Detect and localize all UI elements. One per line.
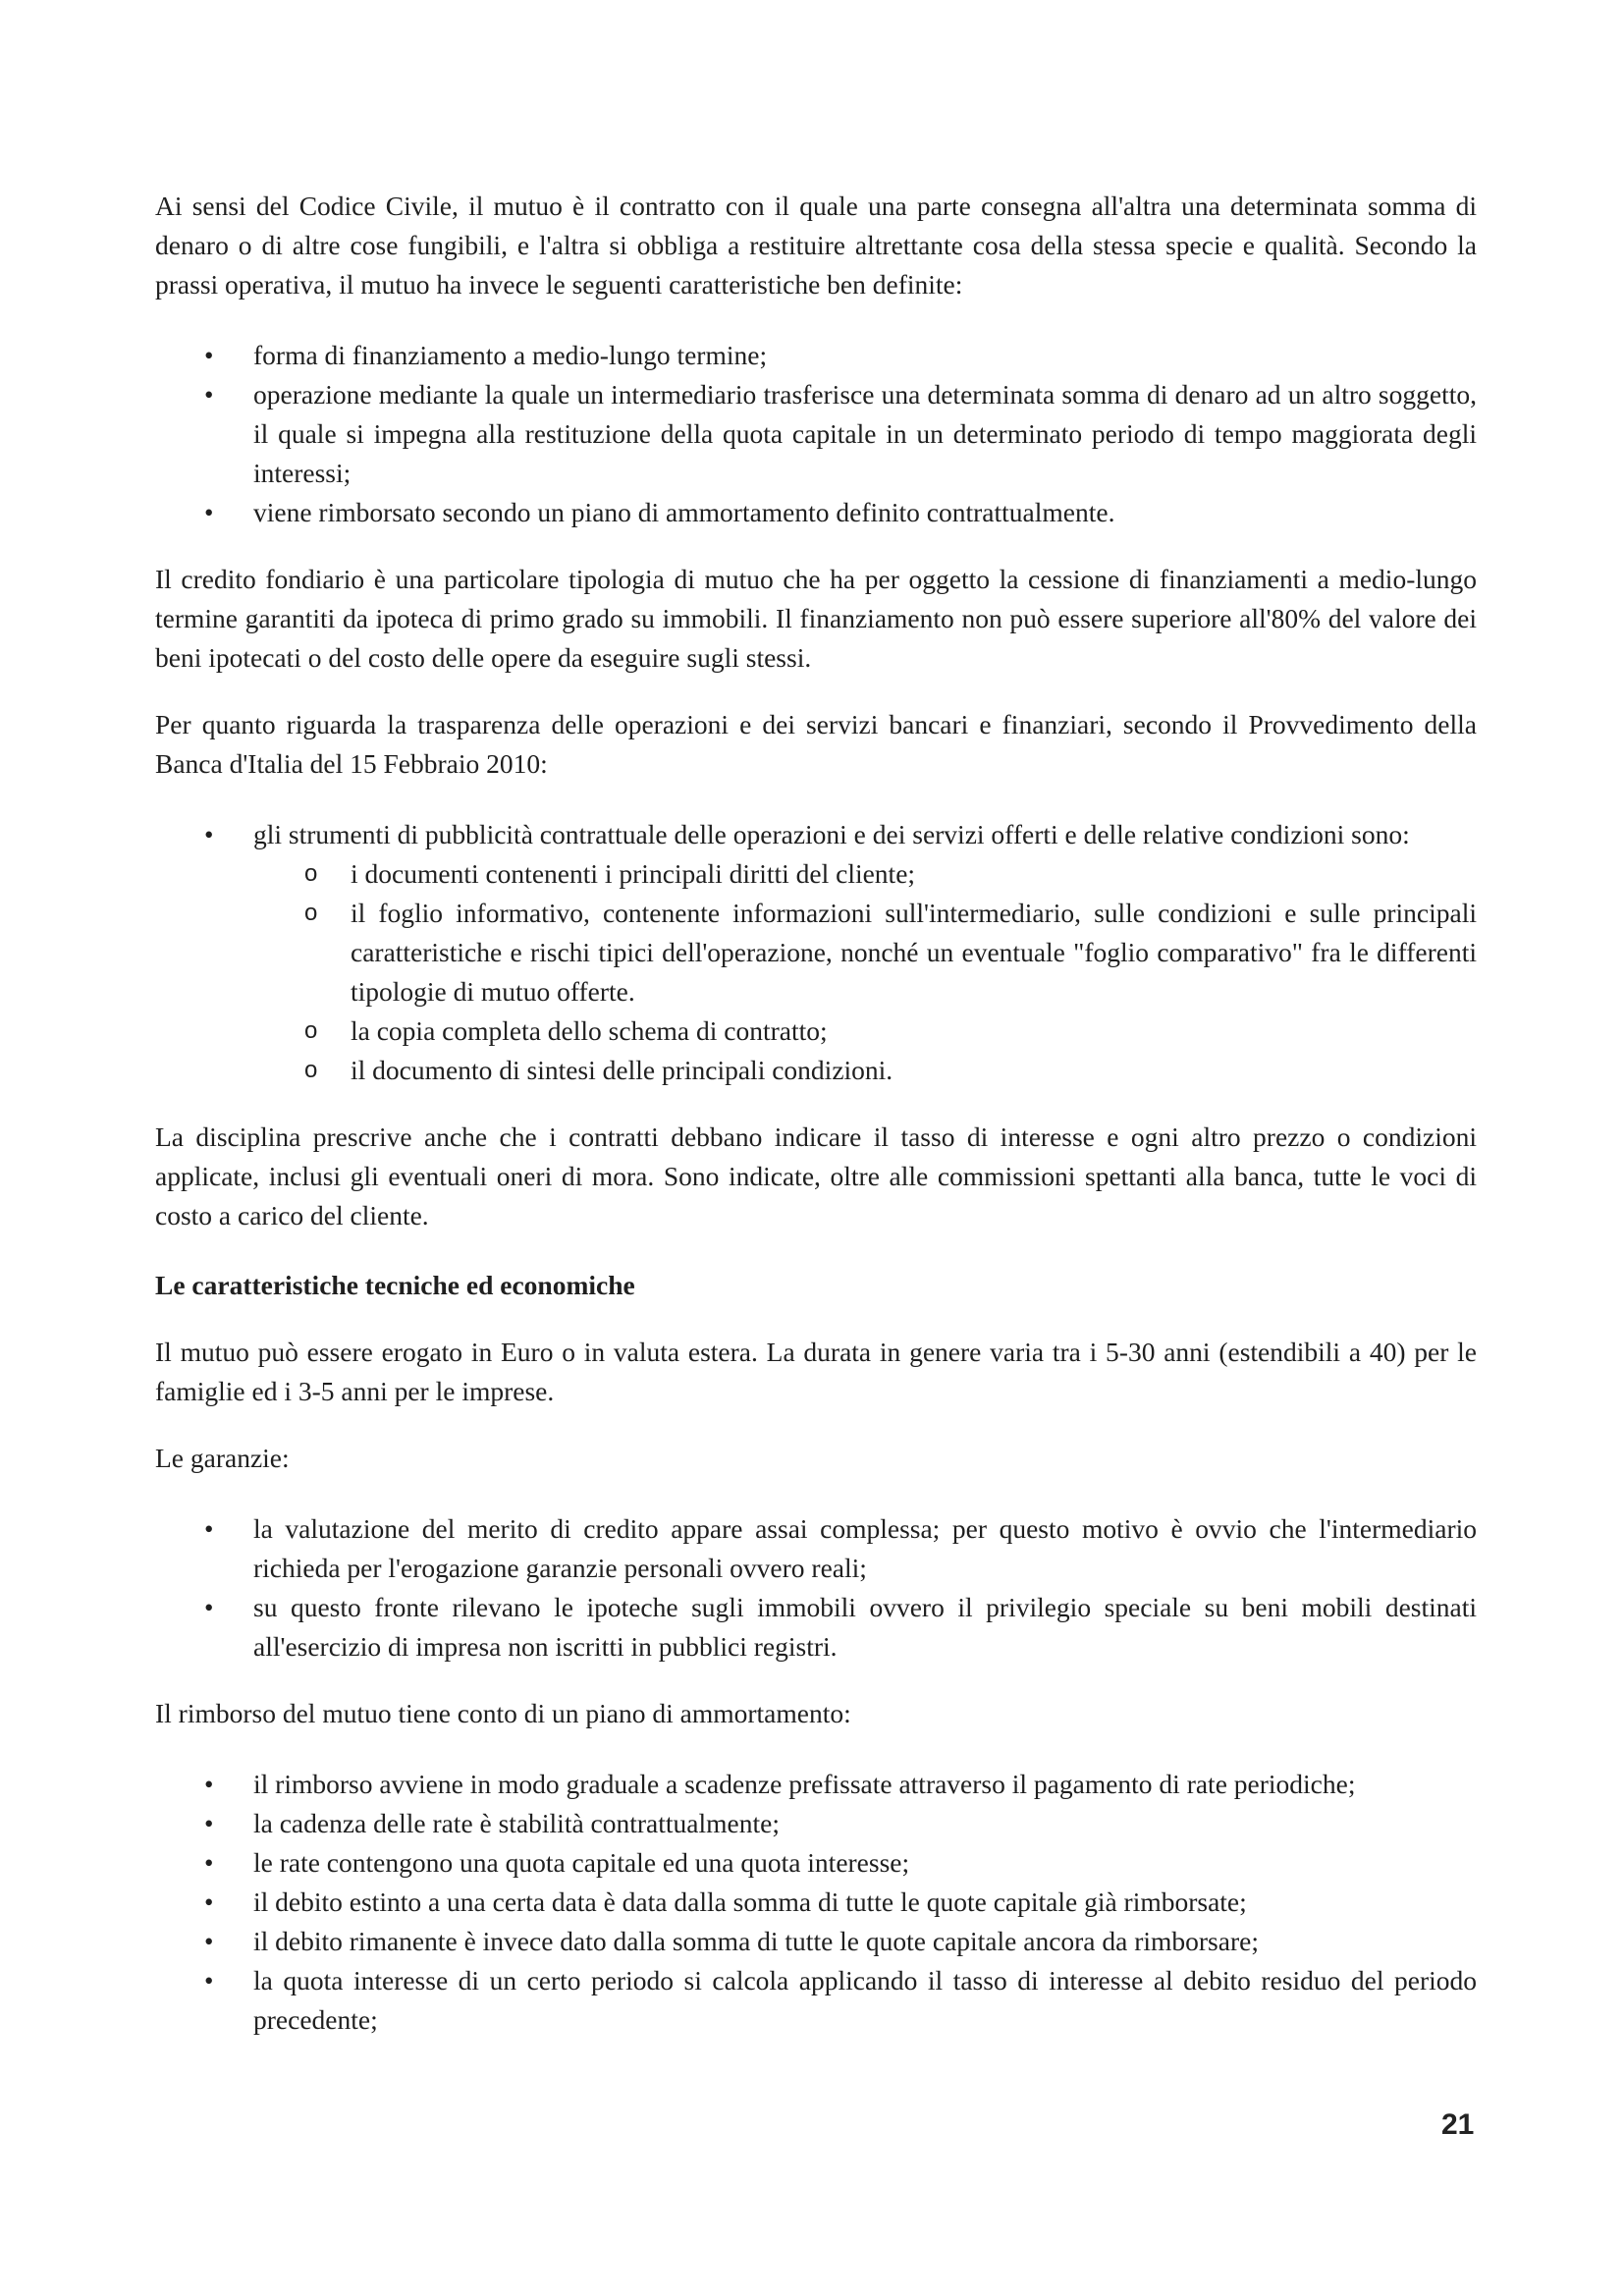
- list-item: • il debito estinto a una certa data è data dalla somma di tutte le quote capitale già rimborsate;: [155, 1883, 1477, 1922]
- list-item: • su questo fronte rilevano le ipoteche sugli immobili ovvero il privilegio speciale su beni mobili destinati all'esercizio di impresa non iscritti in pubblici registri.: [155, 1588, 1477, 1667]
- durata-paragraph: Il mutuo può essere erogato in Euro o in valuta estera. La durata in genere varia tra i 5-30 anni (estendibili a 40) per le famiglie ed i 3-5 anni per le imprese.: [155, 1337, 1477, 1406]
- pubblicita-sublist: [253, 854, 1477, 1090]
- list-item: • il rimborso avviene in modo graduale a scadenze prefissate attraverso il pagamento di rate periodiche;: [155, 1765, 1477, 1804]
- pubblicita-label: gli strumenti di pubblicità contrattuale delle operazioni e dei servizi offerti e delle relative condizioni sono:: [253, 819, 1410, 849]
- sublist-item: o la copia completa dello schema di contratto;: [253, 1011, 1477, 1051]
- garanzie-list: [155, 1509, 1477, 1667]
- list-item: • le rate contengono una quota capitale ed una quota interesse;: [155, 1843, 1477, 1883]
- section-heading: Le caratteristiche tecniche ed economiche: [155, 1270, 635, 1300]
- features-list: [155, 336, 1477, 532]
- list-item: • viene rimborsato secondo un piano di ammortamento definito contrattualmente.: [155, 493, 1477, 532]
- list-item: [155, 815, 1477, 1090]
- trasparenza-paragraph: Per quanto riguarda la trasparenza delle operazioni e dei servizi bancari e finanziari, secondo il Provvedimento della Banca d'Italia del 15 Febbraio 2010:: [155, 709, 1477, 779]
- document-page: [155, 187, 1477, 2040]
- pubblicita-list: [155, 815, 1477, 1090]
- sublist-item: o i documenti contenenti i principali diritti del cliente;: [253, 854, 1477, 894]
- rimborso-label: Il rimborso del mutuo tiene conto di un piano di ammortamento:: [155, 1698, 851, 1728]
- rimborso-list: [155, 1765, 1477, 2040]
- list-item: • la quota interesse di un certo periodo si calcola applicando il tasso di interesse al debito residuo del periodo precedente;: [155, 1961, 1477, 2040]
- list-item: • la cadenza delle rate è stabilità contrattualmente;: [155, 1804, 1477, 1843]
- garanzie-label: Le garanzie:: [155, 1443, 290, 1473]
- credito-fondiario-paragraph: Il credito fondiario è una particolare tipologia di mutuo che ha per oggetto la cessione di finanziamenti a medio-lungo termine garantiti da ipoteca di primo grado su immobili. Il finanziamento non può essere superiore all'80% del valore dei beni ipotecati o del costo delle opere da eseguire sugli stessi.: [155, 564, 1477, 673]
- list-item: • la valutazione del merito di credito appare assai complessa; per questo motivo è ovvio che l'intermediario richieda per l'erogazione garanzie personali ovvero reali;: [155, 1509, 1477, 1588]
- list-item: • il debito rimanente è invece dato dalla somma di tutte le quote capitale ancora da rimborsare;: [155, 1922, 1477, 1961]
- list-item: • forma di finanziamento a medio-lungo termine;: [155, 336, 1477, 375]
- intro-paragraph: Ai sensi del Codice Civile, il mutuo è il contratto con il quale una parte consegna all'altra una determinata somma di denaro o di altre cose fungibili, e l'altra si obbliga a restituire altrettante cosa della stessa specie e qualità. Secondo la prassi operativa, il mutuo ha invece le seguenti caratteristiche ben definite:: [155, 191, 1477, 300]
- page-number: 21: [1441, 2108, 1475, 2141]
- list-item: • operazione mediante la quale un intermediario trasferisce una determinata somma di denaro ad un altro soggetto, il quale si impegna alla restituzione della quota capitale in un determinato periodo di tempo maggiorata degli interessi;: [155, 375, 1477, 493]
- disciplina-paragraph: La disciplina prescrive anche che i contratti debbano indicare il tasso di interesse e ogni altro prezzo o condizioni applicate, inclusi gli eventuali oneri di mora. Sono indicate, oltre alle commissioni spettanti alla banca, tutte le voci di costo a carico del cliente.: [155, 1121, 1477, 1230]
- sublist-item: o il foglio informativo, contenente informazioni sull'intermediario, sulle condizioni e sulle principali caratteristiche e rischi tipici dell'operazione, nonché un eventuale "foglio comparativo" fra le differenti tipologie di mutuo offerte.: [253, 894, 1477, 1011]
- sublist-item: o il documento di sintesi delle principali condizioni.: [253, 1051, 1477, 1090]
